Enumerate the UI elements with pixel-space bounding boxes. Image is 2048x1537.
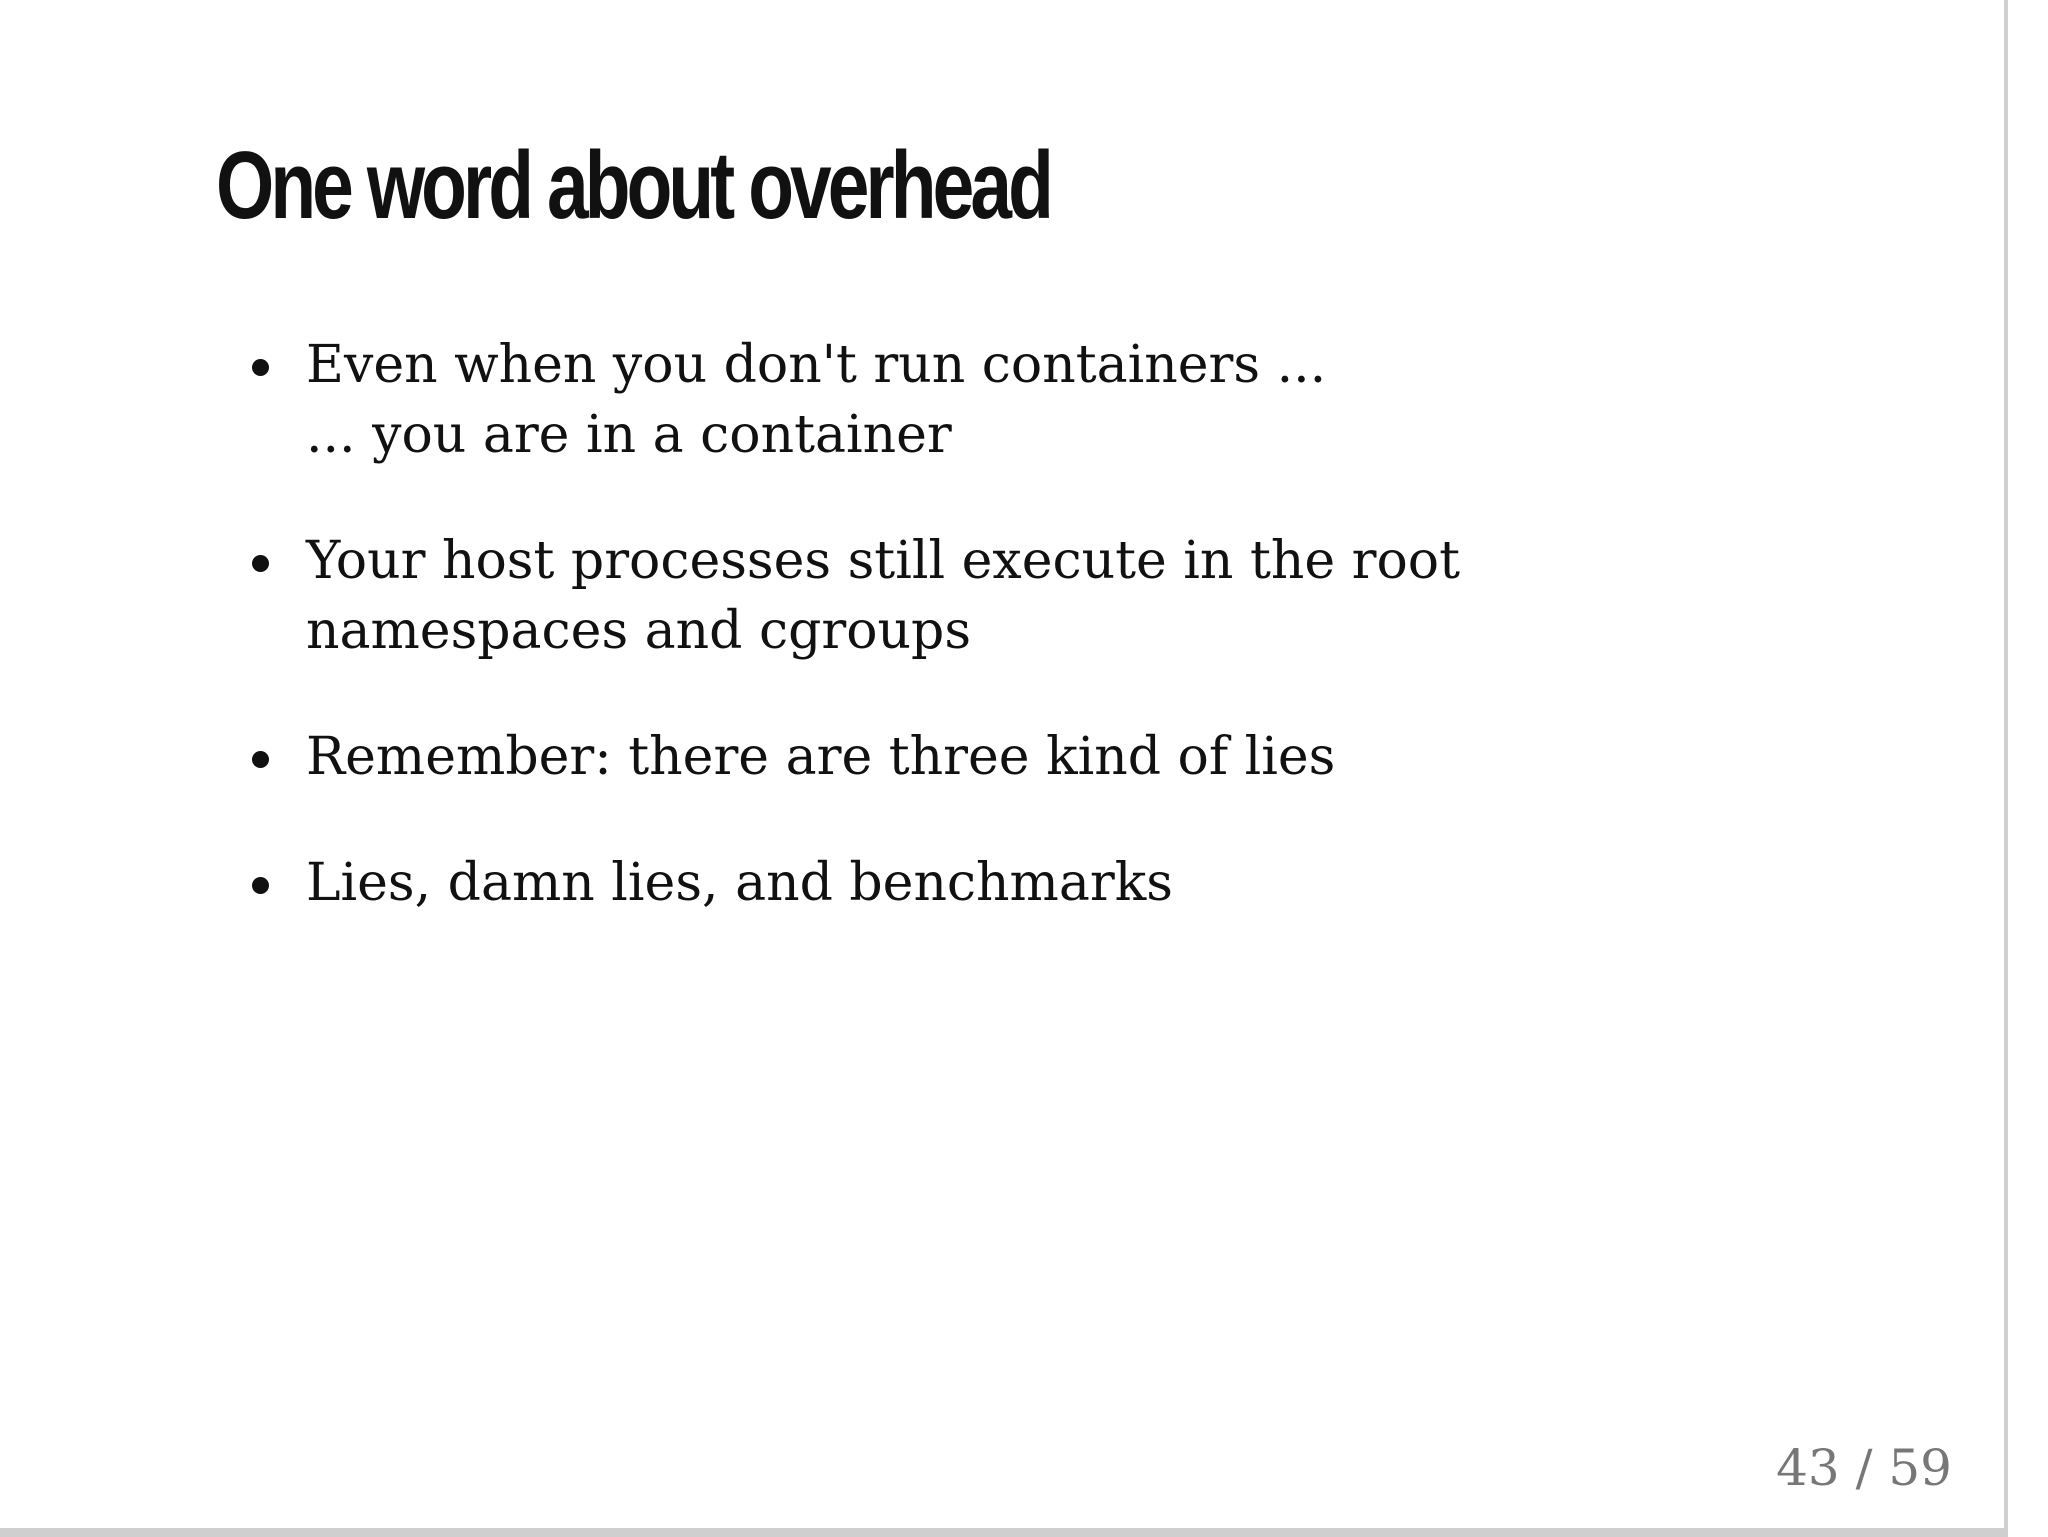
- bullet-item: [248, 330, 1448, 470]
- bullet-item: [248, 526, 1461, 666]
- bullet-dot-icon: [252, 359, 269, 376]
- slide-title: One word about overhead: [216, 132, 1050, 239]
- bullet-list: [248, 330, 1461, 974]
- bullet-dot-icon: [252, 555, 269, 572]
- bullet-dot-icon: [252, 751, 269, 768]
- bullet-text: Even when you don't run containers ...: [306, 335, 1327, 395]
- slide-edge-bottom: [0, 1528, 2008, 1537]
- bullet-text: namespaces and cgroups: [306, 601, 972, 661]
- bullet-item: [248, 722, 1448, 792]
- bullet-dot-icon: [252, 877, 269, 894]
- bullet-text: Remember: there are three kind of lies: [306, 727, 1336, 787]
- bullet-text: Lies, damn lies, and benchmarks: [306, 853, 1173, 913]
- bullet-text: ... you are in a container: [306, 405, 952, 465]
- bullet-item: [248, 848, 1448, 918]
- bullet-text: Your host processes still execute in the root: [306, 531, 1461, 591]
- slide-page-counter: 43 / 59: [1776, 1439, 1952, 1497]
- slide-edge-right: [2004, 0, 2008, 1537]
